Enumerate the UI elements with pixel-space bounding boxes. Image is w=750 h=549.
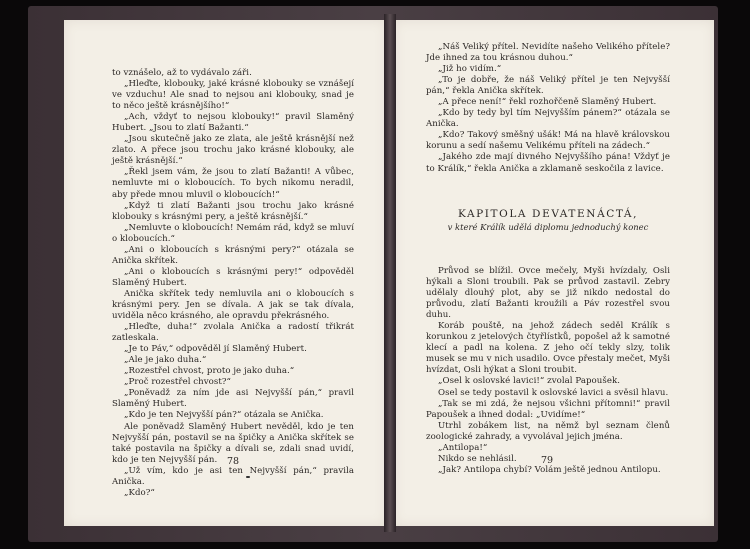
paragraph: „Jsou skutečně jako ze zlata, ale ještě krásnější než zlato. A přece jsou trochu jako krásné klobouky, ale ještě krásnější.“ xyxy=(112,134,354,167)
paragraph: Nikdo se nehlásil. xyxy=(438,453,517,464)
paragraph: „Je to Páv,“ odpověděl jí Slaměný Hubert. xyxy=(124,344,307,355)
paragraph: „Hleďte, klobouky, jaké krásné klobouky se vznášejí ve vzduchu! Ale snad to nejsou ani klobouky, snad je to něco ještě krásnějšího!“ xyxy=(112,79,354,112)
paragraph: „Proč rozestřel chvost?“ xyxy=(124,377,231,388)
paragraph: „Řekl jsem vám, že jsou to zlatí Bažanti! A vůbec, nemluvte mi o kloboucích. To bych nikomu neradil, aby přede mnou mluvil o kloboucích!“ xyxy=(112,167,354,200)
paragraph: „Osel k oslovské lavici!“ zvolal Papoušek. xyxy=(438,376,620,387)
paragraph: „Náš Veliký přítel. Nevidíte našeho Velikého přítele? Jde ihned za tou krásnou duhou.“ xyxy=(426,42,670,64)
chapter-title: KAPITOLA DEVATENÁCTÁ, xyxy=(457,208,639,220)
paragraph: „Už vím, kdo je asi ten Nejvyšší pán,“ pravila Anička. xyxy=(112,465,354,487)
paragraph: Utrhl zobákem list, na němž byl seznam členů zoologické zahrady, a vyvolával jejich jména. xyxy=(426,420,670,442)
right-page xyxy=(394,20,714,526)
paragraph: „A přece není!“ řekl rozhořčeně Slaměný Hubert. xyxy=(438,97,657,108)
paragraph: „Ale je jako duha.“ xyxy=(124,355,207,366)
paragraph: „Tak se mi zdá, že nejsou všichni přítomni!“ pravil Papoušek a ihned dodal: „Uvidíme!“ xyxy=(426,398,670,420)
paragraph: „Nemluvte o kloboucích! Nemám rád, když se mluví o kloboucích.“ xyxy=(112,222,354,244)
chapter-subtitle: v které Králík udělá diplomu jednoduchý konec xyxy=(447,222,649,232)
paragraph: „Kdo by tedy byl tím Nejvyšším pánem?“ otázala se Anička. xyxy=(426,108,670,130)
right-page-text-bottom xyxy=(426,266,670,476)
paragraph: „Rozestřel chvost, proto je jako duha.“ xyxy=(124,366,295,377)
paragraph: „Jakého zde mají divného Nejvyššího pána! Vždyť je to Králík,“ řekla Anička a zklamaně seskočila z lavice. xyxy=(426,152,670,174)
paragraph: to vznášelo, až to vydávalo záři. xyxy=(112,68,252,78)
paragraph: „Antilopa!“ xyxy=(438,442,488,453)
paragraph: „Jak? Antilopa chybí? Volám ještě jednou Antilopu. xyxy=(438,464,661,475)
book-spine-gutter xyxy=(384,14,396,532)
right-page-text-top xyxy=(426,42,670,175)
paragraph: Anička skřítek tedy nemluvila ani o kloboucích s krásnými pery. Jen se dívala. A jak se tak dívala, uviděla něco krásného, ale opravdu překrásného. xyxy=(112,288,354,322)
paragraph: „Již ho vidím.“ xyxy=(438,64,502,75)
page-number-left: 78 xyxy=(227,456,240,467)
paragraph: „Poněvadž za ním jde asi Nejvyšší pán,“ pravil Slaměný Hubert. xyxy=(112,388,354,410)
paragraph: „Hleďte, duha!“ zvolala Anička a radostí třikrát zatleskala. xyxy=(112,322,354,344)
chapter-heading xyxy=(418,208,678,233)
paragraph: „Ach, vždyť to nejsou klobouky!“ pravil Slaměný Hubert. „Jsou to zlatí Bažanti.“ xyxy=(112,112,354,134)
paragraph: „Kdo je ten Nejvyšší pán?“ otázala se Anička. xyxy=(124,410,324,421)
paragraph: „To je dobře, že náš Veliký přítel je ten Nejvyšší pán,“ řekla Anička skřítek. xyxy=(426,75,670,97)
paragraph: Koráb pouště, na jehož zádech seděl Králík s korunkou z jetelových čtyřlístků, popošel až k samotné klecí a padl na kolena. Z jeho očí tekly slzy, tolik musek se mu v nich usadilo. Ovce přestaly mečet, Myši hvízdat, Osli hýkat a Sloni troubit. xyxy=(426,321,670,376)
paragraph: „Kdo?“ xyxy=(124,487,155,498)
left-page xyxy=(64,20,386,526)
paragraph: „Ani o kloboucích s krásnými pery?“ otázala se Anička skřítek. xyxy=(112,244,354,266)
paragraph: Osel se tedy postavil k oslovské lavici a svěsil hlavu. xyxy=(438,387,669,398)
left-page-text xyxy=(112,68,354,499)
paragraph: Ale poněvadž Slaměný Hubert nevěděl, kdo je ten Nejvyšší pán, postavil se na špičky a Anička skřítek se také postavila na špičky a dívali se, zdali snad uvidí, kdo je ten Nejvyšší pán. xyxy=(112,421,354,465)
page-number-right: 79 xyxy=(541,455,554,466)
paragraph: „Kdo? Takový směšný ušák! Má na hlavě královskou korunu a sedí našemu Velikému příteli na zádech.“ xyxy=(426,130,670,152)
ink-speck xyxy=(246,476,250,478)
paragraph: „Když ti zlatí Bažanti jsou trochu jako krásné klobouky s krásnými pery, a ještě krásnější.“ xyxy=(112,200,354,222)
paragraph: „Ani o kloboucích s krásnými pery!“ odpověděl Slaměný Hubert. xyxy=(112,266,354,288)
paragraph: Průvod se blížil. Ovce mečely, Myši hvízdaly, Osli hýkali a Sloni troubili. Pak se průvod zastavil. Zebry udělaly dlouhý plot, aby se již nikdo nedostal do průvodu, zlatí Bažanti kroužili a Páv rozestřel svou duhu. xyxy=(426,266,670,321)
